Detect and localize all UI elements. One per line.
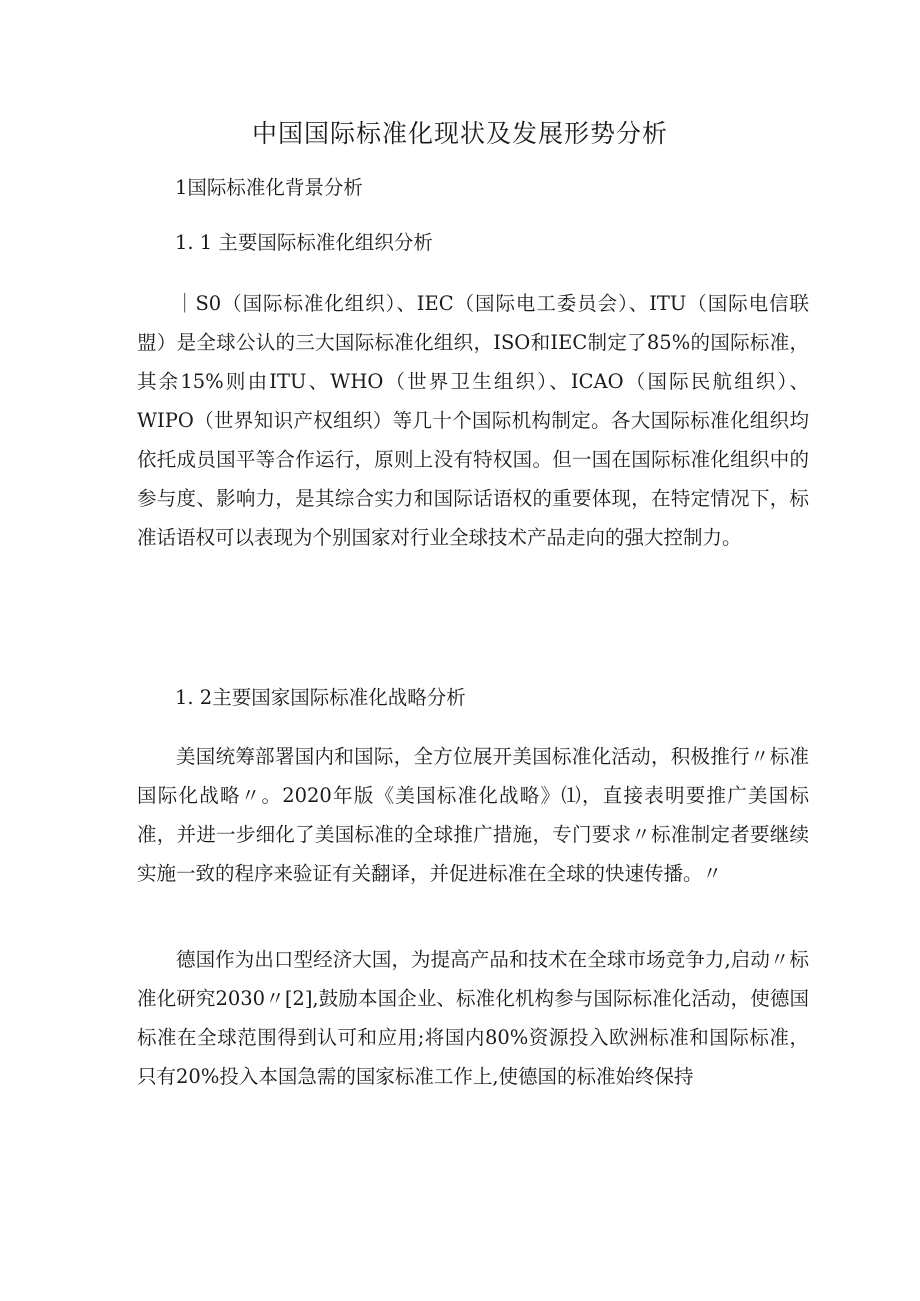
section-1-heading: 1国际标准化背景分析 bbox=[175, 176, 363, 199]
document-title: 中国国际标准化现状及发展形势分析 bbox=[251, 119, 668, 148]
section-1-1-heading: 1. 1 主要国际标准化组织分析 bbox=[175, 231, 433, 254]
section-1-2-heading: 1. 2主要国家国际标准化战略分析 bbox=[175, 686, 466, 709]
section-1-2-paragraph-2: 德国作为出口型经济大国，为提高产品和技术在全球市场竞争力,启动〃标准化研究2030〃[2],鼓励本国企业、标准化机构参与国际标准化活动，使德国标准在全球范围得到认可和应用;将国内80%资源投入欧洲标准和国际标准，只有20%投入本国急需的国家标准工作上,使德国的标准始终保持 bbox=[137, 948, 809, 1088]
section-1-2-paragraph-1: 美国统筹部署国内和国际，全方位展开美国标准化活动，积极推行〃标准国际化战略〃。2020年版《美国标准化战略》⑴，直接表明要推广美国标准，并进一步细化了美国标准的全球推广措施，专门要求〃标准制定者要继续实施一致的程序来验证有关翻译，并促进标准在全球的快速传播。〃 bbox=[137, 745, 809, 885]
section-1-1-paragraph: ｜S0（国际标准化组织）、IEC（国际电工委员会）、ITU（国际电信联盟）是全球公认的三大国际标准化组织，ISO和IEC制定了85%的国际标准，其余15%则由ITU、WHO（世界卫生组织）、ICAO（国际民航组织）、WIPO（世界知识产权组织）等几十个国际机构制定。各大国际标准化组织均依托成员国平等合作运行，原则上没有特权国。但一国在国际标准化组织中的参与度、影响力，是其综合实力和国际话语权的重要体现，在特定情况下，标准话语权可以表现为个别国家对行业全球技术产品走向的强大控制力。 bbox=[137, 292, 809, 549]
